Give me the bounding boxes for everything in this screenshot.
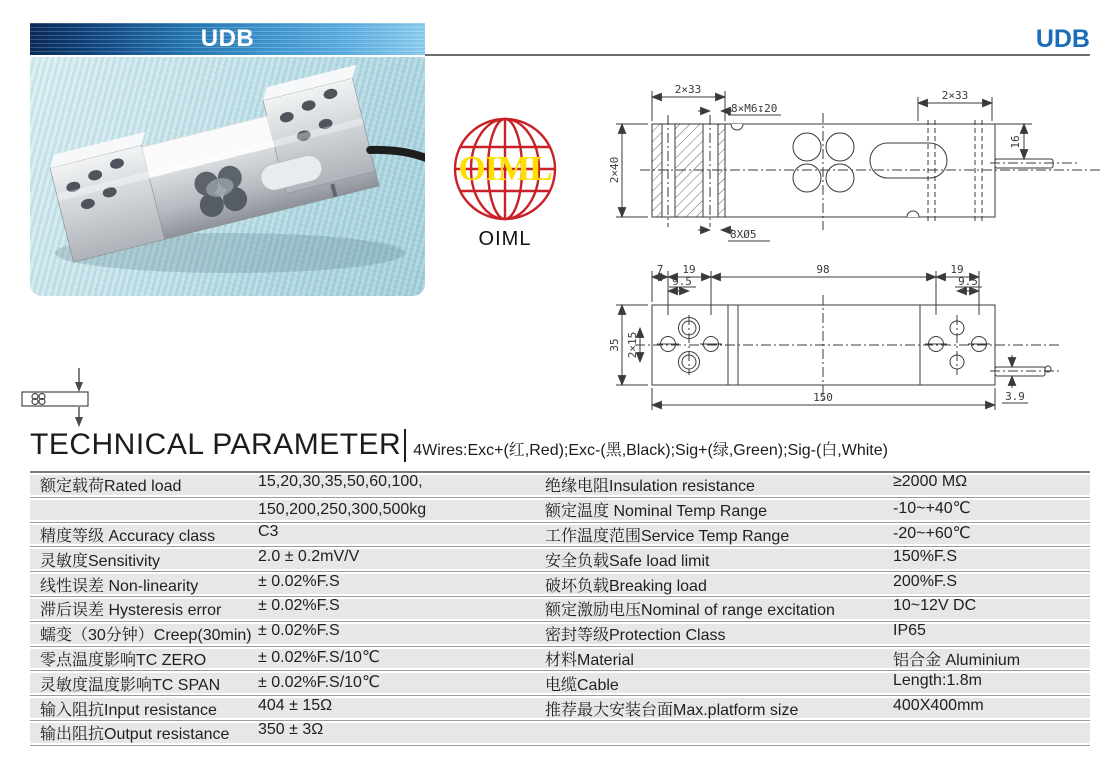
load-cell-image — [30, 57, 425, 296]
table-row — [30, 622, 1090, 647]
dim-thread: 8×M6↧20 — [731, 102, 778, 115]
dim-cable-offset: 16 — [1009, 135, 1022, 149]
table-row — [30, 547, 1090, 572]
table-row — [30, 498, 1090, 523]
dim-span-right: 2×33 — [941, 89, 969, 102]
oiml-logo — [445, 114, 565, 251]
param-label-right: 破坏负载Breaking load — [545, 577, 707, 595]
load-direction-diagram — [15, 363, 125, 433]
dim-19-left: 19 — [682, 263, 696, 276]
param-value-right: -20~+60℃ — [893, 524, 971, 542]
param-label-right: 安全负载Safe load limit — [545, 552, 710, 570]
side-view-drawing — [600, 75, 1110, 253]
param-value-left: ± 0.02%F.S/10℃ — [258, 648, 380, 666]
top-view-drawing — [600, 255, 1110, 423]
table-row — [30, 647, 1090, 672]
param-value-left: 15,20,30,35,50,60,100, — [258, 473, 423, 491]
table-row — [30, 572, 1090, 597]
table-row — [30, 721, 1090, 746]
dim-95-right: 9.5 — [958, 275, 978, 288]
param-value-left: 2.0 ± 0.2mV/V — [258, 547, 360, 565]
param-label-left: 滞后误差 Hysteresis error — [40, 602, 222, 620]
product-photo — [30, 57, 425, 296]
param-label-right: 工作温度范围Service Temp Range — [545, 527, 790, 545]
param-label-left: 蠕变（30分钟）Creep(30min) — [40, 627, 252, 645]
table-row — [30, 696, 1090, 721]
parameters-table — [30, 471, 1090, 746]
param-value-right: Length:1.8m — [893, 671, 982, 689]
dim-35: 35 — [608, 338, 621, 352]
dim-holes: 8XØ5 — [730, 228, 757, 241]
header-rule — [425, 54, 1090, 56]
param-value-right: 400X400mm — [893, 696, 984, 714]
wires-note: 4Wires:Exc+(红,Red);Exc-(黑,Black);Sig+(绿,Green);Sig-(白,White) — [413, 442, 888, 459]
param-label-left: 灵敏度温度影响TC SPAN — [40, 676, 221, 694]
oiml-caption: OIML — [478, 228, 532, 250]
section-heading — [30, 428, 888, 462]
param-label-right: 绝缘电阻Insulation resistance — [545, 478, 755, 496]
param-value-left: 350 ± 3Ω — [258, 721, 324, 739]
param-label-left: 精度等级 Accuracy class — [40, 527, 216, 545]
param-value-right: -10~+40℃ — [893, 500, 971, 518]
table-row — [30, 473, 1090, 498]
param-value-left: 404 ± 15Ω — [258, 696, 333, 714]
dim-height: 2×40 — [608, 156, 621, 184]
dim-98: 98 — [816, 263, 830, 276]
param-label-right: 材料Material — [545, 651, 634, 669]
param-value-left: 150,200,250,300,500kg — [258, 500, 427, 518]
param-value-left: C3 — [258, 522, 279, 540]
load-arrow-bottom-icon — [75, 417, 83, 427]
param-label-left: 输出阻抗Output resistance — [40, 726, 230, 744]
param-label-left: 灵敏度Sensitivity — [40, 552, 161, 570]
param-label-right: 密封等级Protection Class — [545, 627, 726, 645]
dim-2x15: 2×15 — [626, 331, 639, 359]
dim-19-right: 19 — [950, 263, 964, 276]
product-banner — [30, 23, 425, 55]
oiml-overlay-text: OIML — [458, 149, 552, 188]
param-label-right: 电缆Cable — [545, 676, 619, 694]
corner-model-title: UDB — [1035, 25, 1090, 53]
param-label-left: 输入阻抗Input resistance — [40, 701, 217, 719]
param-value-left: ± 0.02%F.S — [258, 572, 340, 590]
dim-39: 3.9 — [1005, 390, 1025, 403]
param-value-right: 150%F.S — [893, 547, 958, 565]
param-value-right: 10~12V DC — [893, 597, 977, 615]
param-label-left: 零点温度影响TC ZERO — [40, 651, 207, 669]
table-row — [30, 597, 1090, 622]
dim-7: 7 — [656, 263, 664, 276]
param-label-right: 额定激励电压Nominal of range excitation — [545, 602, 835, 620]
param-label-right: 额定温度 Nominal Temp Range — [545, 503, 768, 521]
param-label-right: 推荐最大安装台面Max.platform size — [545, 701, 799, 719]
param-value-right: 200%F.S — [893, 572, 958, 590]
param-value-right: 铝合金 Aluminium — [893, 651, 1021, 669]
dim-150: 150 — [813, 391, 833, 404]
section-title: TECHNICAL PARAMETER — [30, 428, 402, 461]
param-value-left: ± 0.02%F.S — [258, 597, 340, 615]
param-value-right: ≥2000 MΩ — [893, 473, 968, 491]
dim-span-left: 2×33 — [674, 83, 702, 96]
banner-title: UDB — [200, 25, 255, 52]
load-arrow-top-icon — [75, 382, 83, 392]
param-label-left: 线性误差 Non-linearity — [40, 577, 199, 595]
title-divider — [404, 429, 406, 462]
param-value-left: ± 0.02%F.S/10℃ — [258, 673, 380, 691]
param-value-left: ± 0.02%F.S — [258, 622, 340, 640]
param-label-left: 额定载荷Rated load — [40, 478, 182, 496]
table-row — [30, 671, 1090, 696]
dim-95-left: 9.5 — [672, 275, 692, 288]
param-value-right: IP65 — [893, 622, 926, 640]
table-row — [30, 523, 1090, 548]
param-label-left — [40, 501, 258, 519]
